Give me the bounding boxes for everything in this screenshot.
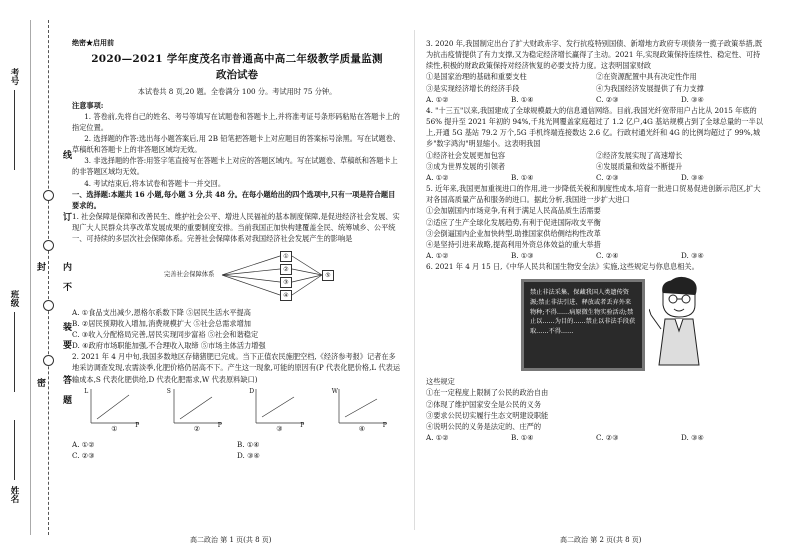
q3-options: [426, 94, 766, 105]
seal-char: 要: [61, 340, 71, 350]
q1-option: A. ①食品支出减少,恩格尔系数下降 ⑤居民生活水平提高: [72, 307, 251, 317]
q4-stem: 4. "十三五"以来,我国建成了全球规模最大的信息通信网络。目前,我国光纤宽带用户占比从 2015 年底的 56% 提升至 2021 年初的 94%,千兆光网覆盖家庭超过了 1.2 亿户,4G 基站规模占到了全球总量的一半以上,开通 5G 基站 79.2 万个,5G 手机终端连接数达 2.6 亿。行政村通光纤和 4G 的比例均超过了 99%,城乡"数字鸿沟"明显缩小。这表明我国: [426, 105, 763, 149]
seal-char: 内: [61, 262, 71, 272]
footer-left: 高二政治 第 1 页(共 8 页): [190, 536, 272, 544]
seal-char: 不: [61, 282, 71, 292]
q2-options: [72, 439, 402, 461]
q1-node: ②: [280, 264, 292, 275]
seal-char: 题: [61, 395, 71, 405]
seal-char: 装: [61, 322, 71, 332]
q3-option: B. ①④: [511, 94, 534, 104]
q1-option: B. ②居民预期收入增加,消费规模扩大 ⑤社会总需求增加: [72, 318, 251, 328]
exam-meta: 本试卷共 8 页,20 题。全卷满分 100 分。考试用时 75 分钟。: [137, 87, 337, 97]
blackboard: [521, 279, 645, 371]
section-heading: 一、选择题:本题共 16 小题,每小题 3 分,共 48 分。在每小题给出的四个选项中,只有一项是符合题目要求的。: [72, 189, 396, 210]
seal-char: 封: [35, 262, 45, 272]
seal-circle: [43, 190, 54, 201]
q4-item: ③成为世界发展的引领者: [426, 161, 506, 171]
q2-graph: [331, 387, 391, 433]
q6-options: [426, 432, 766, 443]
q3-stem: 3. 2020 年,我国制定出台了扩大财政赤字、发行抗疫特别国债、新增地方政府专项债务一揽子政策举措,既为抗击疫情提供了有力支撑,又为稳定经济增长赢得了主动。2021 年,实现政策保持连续性、稳定性、可持续性,积极的财政政策保持对经济恢复的必要支持力度。这表明国家财政: [426, 39, 763, 71]
binding-solid-line: [30, 20, 31, 535]
q1-option: C. ③收入分配格局完善,居民实现同步富裕 ⑤社会和谐稳定: [72, 329, 259, 339]
q6-item: ①在一定程度上限制了公民的政治自由: [426, 388, 549, 398]
q6-item: ④说明公民的义务是法定的、庄严的: [426, 421, 542, 431]
teacher-figure: [649, 275, 709, 371]
seal-circle: [43, 355, 54, 366]
seal-char: 订: [61, 212, 71, 222]
q5-item: ③会倒逼国内企业加快转型,助推国家供给侧结构性改革: [426, 228, 601, 238]
q4-option: A. ①②: [426, 172, 449, 182]
q3-option: A. ①②: [426, 94, 449, 104]
seal-char: 答: [61, 375, 71, 385]
seal-circle: [43, 300, 54, 311]
q5-option: C. ②④: [596, 250, 619, 260]
seal-char: 线: [61, 150, 71, 160]
secret-label: 绝密★启用前: [72, 38, 114, 47]
q6-option: B. ①④: [511, 433, 534, 443]
axis-label: P: [382, 421, 387, 429]
q3-option: C. ②③: [596, 94, 619, 104]
q2-option: A. ①②: [72, 439, 95, 449]
q2-option: C. ②③: [72, 450, 95, 460]
q2-graph: [248, 387, 308, 433]
q1-node: ⑤: [322, 270, 334, 281]
q5-item: ①会加剧国内市场竞争,有利于满足人民高品质生活需要: [426, 206, 601, 216]
q2-graphs: [72, 387, 402, 437]
q1-stem: 1. 社会保障是保障和改善民生、维护社会公平、增进人民福祉的基本制度保障,是促进经济社会发展、实现广大人民群众共享改革发展成果的重要制度安排。当前我国正加快构建覆盖全民、统筹城乡、公平统一、可持续的多层次社会保障体系。完善社会保障体系对我国经济社会发展产生的影响是: [72, 212, 400, 244]
note-item: 4. 考试结束后,将本试卷和答题卡一并交回。: [84, 178, 226, 188]
axis-label: S: [166, 387, 171, 395]
graph-number: ④: [358, 424, 366, 433]
q2-stem: 2. 2021 年 4 月中旬,我国多数地区存储猪肥已完成。当下正值农民施肥空档,《经济参考报》记者在多地采访调查发现,农需淡季,化肥价格仍居高不下。产生这一现象,可能的原因有(P 代表化肥价格,L 代表运输成本,S 代表化肥供给,D 代表化肥需求,W 代表原料缺口): [72, 352, 401, 384]
graph-number: ②: [193, 424, 201, 433]
q5-option: D. ③④: [681, 250, 704, 260]
q5-option: A. ①②: [426, 250, 449, 260]
note-item: 3. 非选择题的作答:用签字笔直接写在答题卡上对应的答题区域内。写在试题卷、草稿纸和答题卡上的非答题区域均无效。: [72, 156, 398, 177]
q6-item: ③要求公民切实履行生态文明建设职能: [426, 410, 549, 420]
class-label: 班级: [9, 290, 19, 307]
exam-title: 2020—2021 学年度茂名市普通高中高二年级教学质量监测: [91, 52, 383, 65]
seal-char: 密: [35, 378, 45, 388]
q5-item: ④是坚持引进来战略,提高利用外资总体效益的重大举措: [426, 239, 601, 249]
q6-cartoon: [521, 275, 721, 373]
name-line: [14, 420, 15, 480]
axis-label: D: [249, 387, 255, 395]
page-left: [72, 38, 402, 461]
graph-number: ③: [276, 424, 283, 433]
exam-subject: 政治试卷: [216, 69, 258, 82]
binding-dashed-line: [48, 20, 49, 535]
axis-label: P: [300, 421, 305, 429]
q6-option: C. ②③: [596, 433, 619, 443]
blackboard-text: 禁止非法采集、保藏我国人类遗传资源;禁止非法引进、释放或者丢弃外来物种;不得……病原微生物实验活动;禁止以……为目的……禁止以非法手段获取……不得……: [530, 289, 636, 335]
q4-options: [426, 172, 766, 183]
q2-option: B. ①④: [237, 439, 260, 449]
q4-item: ①经济社会发展更加包容: [426, 150, 506, 160]
graph-number: ①: [111, 424, 118, 433]
q4-option: C. ②③: [596, 172, 619, 182]
axis-label: P: [135, 421, 140, 429]
q2-graph: [166, 387, 226, 433]
notes-heading: 注意事项:: [72, 100, 104, 110]
class-line: [14, 312, 15, 392]
q6-item: ②体现了维护国家安全是公民的义务: [426, 399, 542, 409]
q2-graph: [83, 387, 143, 433]
footer-right: 高二政治 第 2 页(共 8 页): [560, 536, 642, 544]
q1-diagram-center: 完善社会保障体系: [164, 270, 215, 278]
axis-label: W: [331, 387, 338, 395]
q5-stem: 5. 近年来,我国更加重视进口的作用,进一步降低关税和制度性成本,培育一批进口贸易促进创新示范区,扩大对各国高质量产品和服务的进口。据此分析,我国进一步扩大进口: [426, 184, 761, 205]
q6-stem: 6. 2021 年 4 月 15 日,《中华人民共和国生物安全法》实施,这些规定与你息息相关。: [426, 262, 699, 272]
note-item: 2. 选择题的作答:选出每小题答案后,用 2B 铅笔把答题卡上对应题目的答案标号涂黑。写在试题卷、草稿纸和答题卡上的非答题区域均无效。: [72, 134, 401, 155]
q3-item: ①是国家治理的基础和重要支柱: [426, 72, 527, 82]
q5-option: B. ①③: [511, 250, 534, 260]
q5-item: ②适应了生产全球化发展趋势,有利于促进国际收支平衡: [426, 217, 601, 227]
q3-item: ③是实现经济增长的经济手段: [426, 83, 520, 93]
name-label: 姓名: [9, 486, 19, 503]
q6-option: D. ③④: [681, 433, 704, 443]
q4-item: ②经济发展实现了高速增长: [596, 150, 683, 160]
q1-arrows: [72, 248, 402, 304]
axis-label: L: [84, 387, 89, 395]
page-right: [426, 38, 766, 443]
q3-items: [426, 71, 766, 93]
q1-node: ①: [280, 251, 292, 262]
page-divider: [414, 30, 415, 530]
exam-no-label: 考号: [9, 68, 19, 85]
q4-item: ④发展质量和效益不断提升: [596, 161, 683, 171]
q1-node: ③: [280, 277, 292, 288]
q4-items: [426, 150, 766, 172]
q3-item: ②在资源配置中具有决定性作用: [596, 72, 697, 82]
q2-option: D. ③④: [237, 450, 260, 460]
q1-option: D. ④政府市场职能加强,不合理收入取缔 ⑤市场主体活力增强: [72, 341, 266, 351]
q3-item: ④为我国经济发展提供了有力支撑: [596, 83, 704, 93]
q5-options: [426, 250, 766, 261]
note-item: 1. 答卷前,先将自己的姓名、考号等填写在试题卷和答题卡上,并将准考证号条形码粘贴在答题卡上的指定位置。: [72, 111, 400, 132]
q1-node: ④: [280, 290, 292, 301]
seal-circle: [43, 240, 54, 251]
q6-option: A. ①②: [426, 433, 449, 443]
q3-option: D. ③④: [681, 94, 704, 104]
q1-diagram: [72, 248, 402, 304]
axis-label: P: [217, 421, 222, 429]
binding-margin: [0, 0, 70, 551]
q6-after: 这些规定: [426, 377, 455, 387]
q4-option: D. ③④: [681, 172, 704, 182]
exam-no-line: [14, 90, 15, 170]
q4-option: B. ①④: [511, 172, 534, 182]
